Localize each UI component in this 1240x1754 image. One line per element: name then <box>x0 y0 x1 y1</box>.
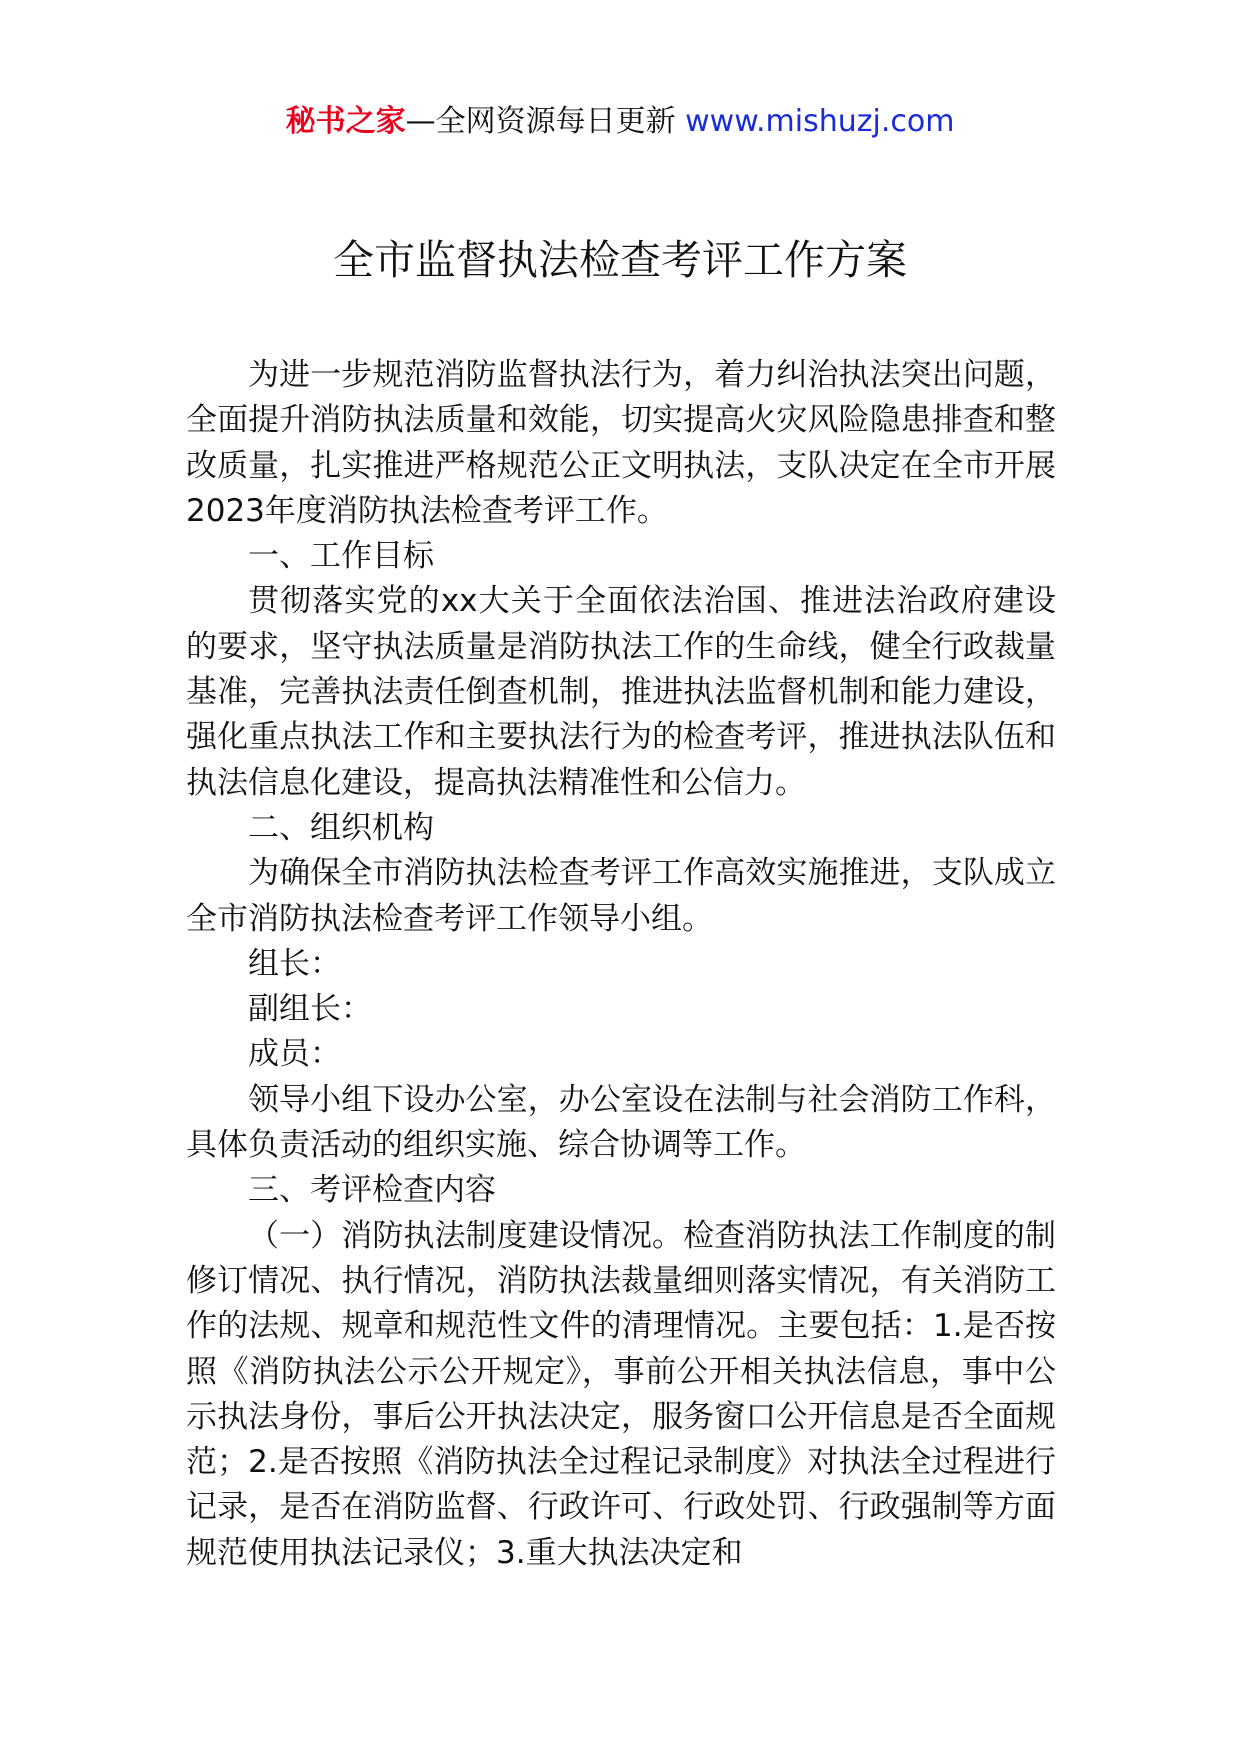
paragraph-organization: 为确保全市消防执法检查考评工作高效实施推进，支队成立全市消防执法检查考评工作领导小组。 <box>186 855 1056 937</box>
document-title: 全市监督执法检查考评工作方案 <box>333 236 907 284</box>
section-heading-goals: 一、工作目标 <box>248 538 434 575</box>
paragraph-goals: 贯彻落实党的xx大关于全面依法治国、推进法治政府建设的要求，坚守执法质量是消防执法工作的生命线，健全行政裁量基准，完善执法责任倒查机制，推进执法监督机制和能力建设，强化重点执法工作和主要执法行为的检查考评，推进执法队伍和执法信息化建设，提高执法精准性和公信力。 <box>186 583 1056 801</box>
paragraph-leader: 组长： <box>248 945 341 982</box>
section-heading-organization: 二、组织机构 <box>248 809 434 846</box>
paragraph-intro: 为进一步规范消防监督执法行为，着力纠治执法突出问题，全面提升消防执法质量和效能，切实提高火灾风险隐患排查和整改质量，扎实推进严格规范公正文明执法，支队决定在全市开展2023年度消防执法检查考评工作。 <box>186 357 1056 529</box>
site-url-link[interactable]: www.mishuzj.com <box>685 104 955 139</box>
header-tagline: —全网资源每日更新 <box>405 104 686 139</box>
paragraph-deputy-leader: 副组长： <box>248 991 372 1028</box>
document-body <box>186 353 1056 1576</box>
site-header <box>0 100 1240 144</box>
paragraph-office: 领导小组下设办公室，办公室设在法制与社会消防工作科，具体负责活动的组织实施、综合协调等工作。 <box>186 1081 1056 1164</box>
section-heading-content: 三、考评检查内容 <box>248 1172 496 1209</box>
brand-name: 秘书之家 <box>285 104 406 139</box>
paragraph-content-1: （一）消防执法制度建设情况。检查消防执法工作制度的制修订情况、执行情况，消防执法裁量细则落实情况，有关消防工作的法规、规章和规范性文件的清理情况。主要包括：1.是否按照《消防执法公示公开规定》，事前公开相关执法信息，事中公示执法身份，事后公开执法决定，服务窗口公开信息是否全面规范；2.是否按照《消防执法全过程记录制度》对执法全过程进行记录，是否在消防监督、行政许可、行政处罚、行政强制等方面规范使用执法记录仪；3.重大执法决定和 <box>186 1217 1056 1571</box>
paragraph-members: 成员： <box>248 1036 341 1073</box>
